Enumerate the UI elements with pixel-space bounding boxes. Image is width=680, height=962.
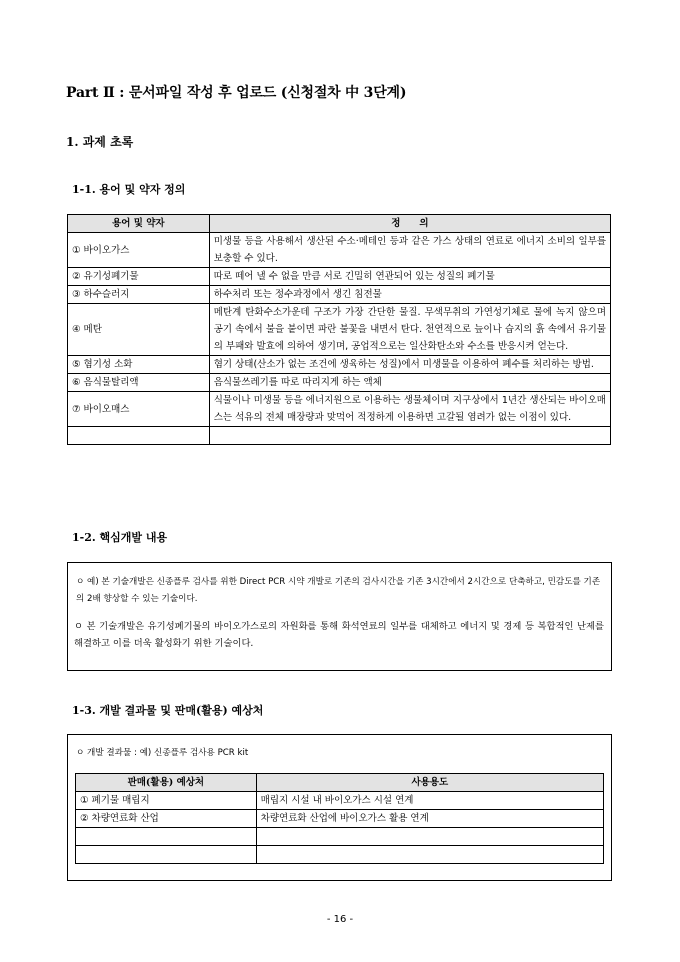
table-row <box>76 846 604 864</box>
header-term: 용어 및 약자 <box>68 215 210 233</box>
table-header-row <box>76 774 604 792</box>
place-cell <box>76 846 257 864</box>
content-text: ㅇ 본 기술개발은 유기성폐기물의 바이오가스로의 자원화를 통해 화석연료의 일부를 대체하고 에너지 및 경제 등 복합적인 난제를 해결하고 이를 더욱 활성화기 위한 기술이다. <box>74 621 604 649</box>
usage-cell <box>256 828 603 846</box>
term-cell: ③ 하수슬러지 <box>68 286 210 304</box>
place-cell: ① 폐기물 매립지 <box>76 792 257 810</box>
terms-table <box>67 214 611 445</box>
subsection-title-core: 1-2. 핵심개발 내용 <box>72 531 168 544</box>
usage-cell <box>256 846 603 864</box>
usage-cell: 차량연료화 산업에 바이오가스 활용 연계 <box>256 810 603 828</box>
table-row <box>68 286 611 304</box>
term-cell: ⑥ 음식물탈리액 <box>68 374 210 392</box>
subsection-title-terms: 1-1. 용어 및 약자 정의 <box>72 183 186 196</box>
table-row <box>76 828 604 846</box>
definition-cell <box>209 427 610 445</box>
results-box <box>67 734 612 881</box>
term-cell: ② 유기성폐기물 <box>68 268 210 286</box>
page-number: - 16 - <box>326 914 354 925</box>
table-row <box>68 268 611 286</box>
part-title: Part Ⅱ : 문서파일 작성 후 업로드 (신청절차 中 3단계) <box>66 85 407 101</box>
place-cell <box>76 828 257 846</box>
example-text: ㅇ 예) 본 기술개발은 신종플루 검사를 위한 Direct PCR 시약 개발로 기존의 검사시간을 기존 3시간에서 2시간으로 단축하고, 민감도를 기존의 2배 향상할 수 있는 기술이다. <box>76 577 601 604</box>
table-header-row <box>68 215 611 233</box>
table-row <box>68 374 611 392</box>
header-place: 판매(활용) 예상처 <box>76 774 257 792</box>
result-line: ㅇ 개발 결과물 : 예) 신종플루 검사용 PCR kit <box>76 748 249 758</box>
definition-cell: 혐기 상태(산소가 없는 조건에 생육하는 성질)에서 미생물을 이용하여 폐수를 처리하는 방법. <box>209 356 610 374</box>
table-row <box>76 792 604 810</box>
section-title: 1. 과제 초록 <box>66 135 134 149</box>
core-content-box <box>67 562 612 671</box>
definition-cell: 하수처리 또는 정수과정에서 생긴 침전물 <box>209 286 610 304</box>
definition-cell: 미생물 등을 사용해서 생산된 수소·메테인 등과 같은 가스 상태의 연료로 에너지 소비의 일부를 보충할 수 있다. <box>209 233 610 268</box>
usage-cell: 매립지 시설 내 바이오가스 시설 연계 <box>256 792 603 810</box>
table-row <box>68 356 611 374</box>
usage-table <box>75 773 604 864</box>
header-usage: 사용용도 <box>256 774 603 792</box>
definition-cell: 따로 떼어 낼 수 없을 만큼 서로 긴밀히 연관되어 있는 성질의 폐기물 <box>209 268 610 286</box>
table-row <box>68 427 611 445</box>
term-cell: ⑤ 혐기성 소화 <box>68 356 210 374</box>
table-row <box>76 810 604 828</box>
table-row <box>68 233 611 268</box>
term-cell: ④ 메탄 <box>68 304 210 356</box>
definition-cell: 음식물쓰레기를 따로 따리지게 하는 액체 <box>209 374 610 392</box>
term-cell: ① 바이오가스 <box>68 233 210 268</box>
term-cell <box>68 427 210 445</box>
subsection-title-results: 1-3. 개발 결과물 및 판매(활용) 예상처 <box>72 704 264 717</box>
table-row <box>68 392 611 427</box>
definition-cell: 메탄계 탄화수소가운데 구조가 가장 간단한 물질. 무색무취의 가연성기체로 물에 녹지 않으며 공기 속에서 불을 붙이면 파란 불꽃을 내면서 탄다. 천연적으로 늪이나 습지의 흙 속에서 유기물의 부패와 발효에 의하여 생기며, 공업적으로는 일산화탄소와 수소를 반응시켜 얻는다. <box>209 304 610 356</box>
table-row <box>68 304 611 356</box>
definition-cell: 식물이나 미생물 등을 에너지원으로 이용하는 생물체이며 지구상에서 1년간 생산되는 바이오매스는 석유의 전체 매장량과 맞먹어 적정하게 이용하면 고갈될 염려가 없는 이점이 있다. <box>209 392 610 427</box>
term-cell: ⑦ 바이오매스 <box>68 392 210 427</box>
place-cell: ② 차량연료화 산업 <box>76 810 257 828</box>
header-definition: 정 의 <box>209 215 610 233</box>
